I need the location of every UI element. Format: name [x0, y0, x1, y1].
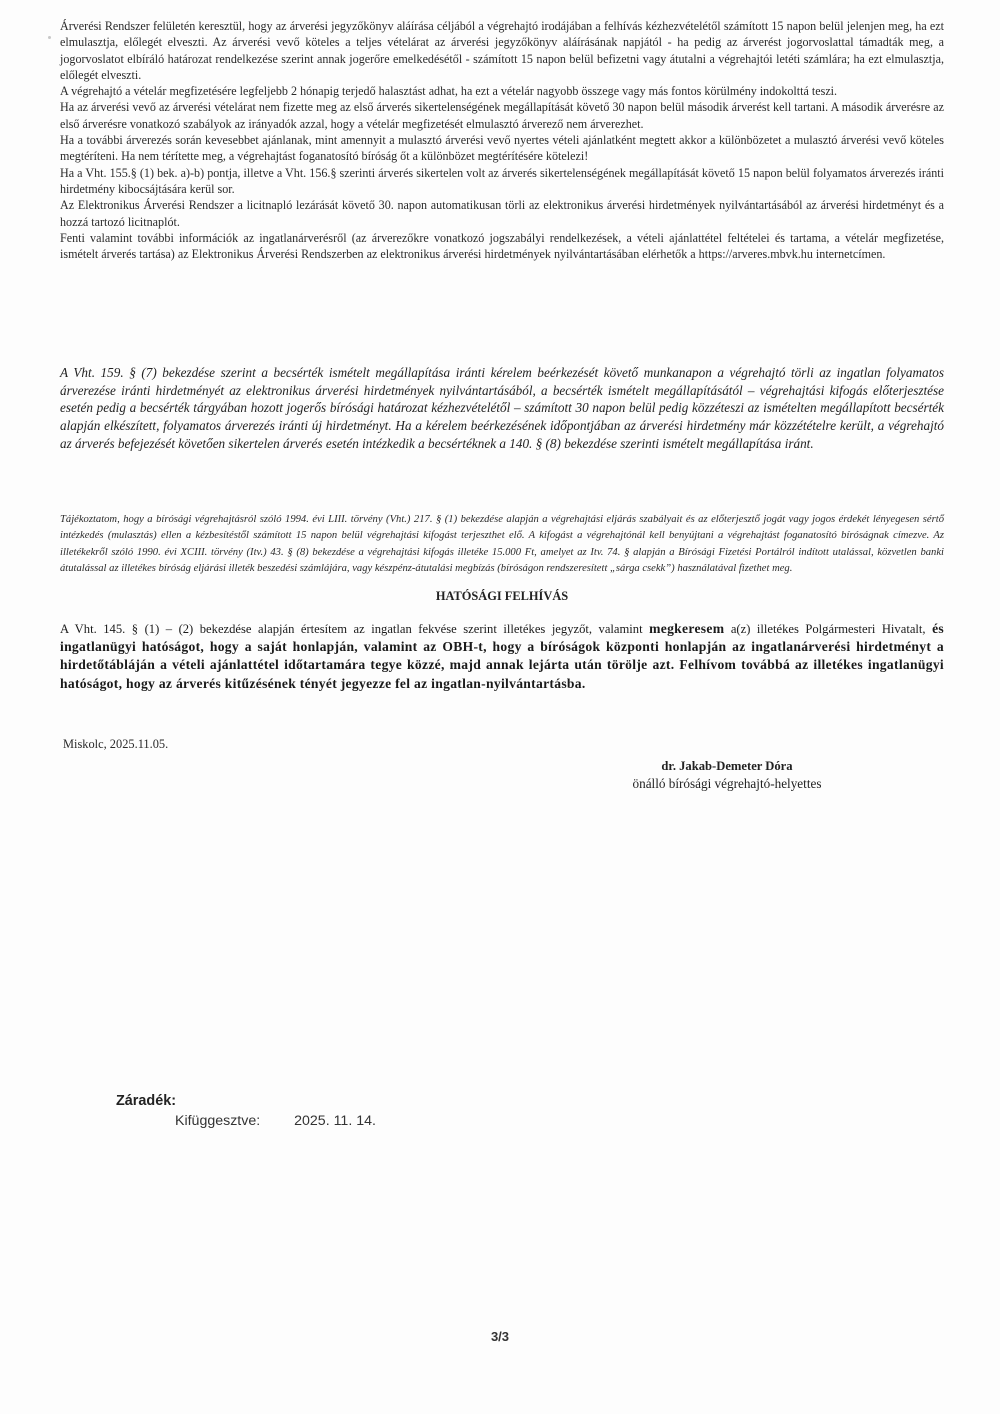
paragraph-payment-extension: A végrehajtó a vételár megfizetésére legfeljebb 2 hónapig terjedő halasztást adhat, ha ezt a vételár nagyobb összege vagy más fontos körülmény indokolttá teszi.	[60, 84, 838, 99]
call-text-intro: A Vht. 145. § (1) – (2) bekezdése alapján értesítem az ingatlan fekvése szerint illetékes jegyzőt, valamint	[60, 621, 650, 636]
call-text-bold-instructions: és ingatlanügyi hatóságot, hogy a saját honlapján, valamint az OBH-t, hogy a bíróságok központi honlapján az ingatlanárverési hirdetményt a hirdetőtábláján a vételi ajánlattétel időtartamára tegye közzé, majd annak lejárta után törölje azt. Felhívom továbbá az illetékes ingatlanügyi hatóságot, hogy az árverés kitűzésének tényét jegyezze fel az ingatlan-nyilvántartásba.	[60, 620, 944, 691]
scan-artifact	[48, 36, 51, 39]
call-text-bold-request: megkeresem	[649, 620, 725, 636]
signatory-title: önálló bírósági végrehajtó-helyettes	[632, 776, 822, 791]
clause-label: Záradék:	[116, 1093, 176, 1109]
posted-line	[175, 1113, 376, 1129]
place-and-date: Miskolc, 2025.11.05.	[63, 737, 169, 751]
paragraph-payment-deadline: Árverési Rendszer felületén keresztül, hogy az árverési jegyzőkönyv aláírása céljából a végrehajtó irodájában a felhívás kézhezvételétől számított 15 napon belül jelenjen meg, ha ezt elmulasztja, előlegét elveszti. Az árverési vevő köteles a teljes vételárat az árverési jegyzőkönyv aláírásának napjától - ha pedig az árverést jogorvoslattal támadták meg, a jogorvoslatot elbíráló határozat rendelkezése szerint annak jogerőre emelkedésétől - számított 15 napon belül befizetni vagy átutalni a végrehajtói letéti számlára; ha ezt elmulasztja, előlegét elveszti.	[60, 19, 944, 82]
posted-label: Kifüggesztve:	[175, 1113, 261, 1129]
paragraph-revaluation: A Vht. 159. § (7) bekezdése szerint a becsérték ismételt megállapítása iránti kérelem beérkezését követő munkanapon a végrehajtó törli az ingatlan folyamatos árverezése iránti hirdetményét az elektronikus árverési hirdetmények nyilvántartásából, a becsérték ismételt megállapításától – végrehajtási kifogás előterjesztése esetén pedig a becsérték tárgyában hozott jogerős bírósági határozat kézhezvételétől – számított 30 napon belül pedig közzéteszi az ismételten megállapított becsérték alapján elkészített, folyamatos árverezés iránti új hirdetményt. Ha a kérelem beérkezésének időpontjában az árverési hirdetmény már közzétételre került, a végrehajtó az árverés befejezését követően sikertelen árverés esetén intézkedik a becsértéknek a 140. § (8) bekezdése szerinti ismételt megállapítása iránt.	[60, 365, 944, 451]
paragraph-more-info: Fenti valamint további információk az ingatlanárverésről (az árverezőkre vonatkozó jogszabályi rendelkezések, a vételi ajánlattétel feltételei és tartama, a vételár megfizetése, ismételt árverés tartása) az Elektronikus Árverési Rendszerben az elektronikus árverési hirdetmények nyilvántartásában elérhetők a https://arveres.mbvk.hu internetcímen.	[60, 230, 944, 262]
page-number: 3/3	[490, 1329, 510, 1344]
paragraph-record-deletion: Az Elektronikus Árverési Rendszer a licitnapló lezárását követő 30. napon automatikusan törli az elektronikus árverési hirdetmények nyilvántartásából az árverési hirdetményt és a hozzá tartozó licitnaplót.	[60, 198, 944, 229]
posted-date: 2025. 11. 14.	[294, 1113, 376, 1129]
signatory-name: dr. Jakab-Demeter Dóra	[661, 759, 793, 773]
paragraph-continuous-auction: Ha a Vht. 155.§ (1) bek. a)-b) pontja, illetve a Vht. 156.§ szerinti árverés sikertelen volt az árverés sikertelenségének megállapítását követő 15 napon belül folyamatos árverezés iránti hirdetmény kibocsájtására kerül sor.	[60, 165, 944, 196]
paragraph-second-auction: Ha az árverési vevő az árverési vételárat nem fizette meg az első árverés sikertelenségének megállapítását követő 30 napon belül második árverést kell tartani. A második árverésre az első árverésre vonatkozó szabályok az irányadók azzal, hogy a vételár megfizetését elmulasztó árverező nem árverezhet.	[60, 100, 944, 131]
auction-rules-section	[60, 18, 944, 262]
signature-block	[608, 757, 846, 792]
section-heading: HATÓSÁGI FELHÍVÁS	[435, 589, 569, 603]
call-text-office: a(z) illetékes Polgármesteri Hivatalt,	[724, 621, 933, 636]
paragraph-authority-call	[60, 620, 944, 694]
paragraph-legal-remedy-notice: Tájékoztatom, hogy a bírósági végrehajtásról szóló 1994. évi LIII. törvény (Vht.) 217. § (1) bekezdése alapján a végrehajtási eljárás szabályait és az előterjesztő jogát vagy jogos érdekét lényegesen sértő intézkedés (mulasztás) ellen a kézbesítéstől számított 15 napon belül végrehajtási kifogást terjeszthet elő. A kifogást a végrehajtónál kell benyújtani a végrehajtást foganatosító bíróságnak címezve. Az illetékekről szóló 1990. évi XCIII. törvény (Itv.) 43. § (8) bekezdése a végrehajtási kifogás illetéke 15.000 Ft, amelyet az Itv. 74. § alapján a Bírósági Fizetési Portálról indított utalással, közvetlen banki átutalással az illetékes bíróság eljárási illeték beszedési számlájára, vagy készpénz-átutalási megbízás (bíróságon rendszeresített „sárga csekk”) használatával fizethet meg.	[60, 513, 944, 575]
paragraph-difference-liability: Ha a további árverezés során kevesebbet ajánlanak, mint amennyit a mulasztó árverési vevő nyertes vételi ajánlatként megtett akkor a különbözetet a mulasztó árverési vevő köteles megtéríteni. Ha nem térítette meg, a végrehajtást foganatosító bíróság őt a különbözet megtérítésére kötelezi!	[60, 133, 944, 164]
